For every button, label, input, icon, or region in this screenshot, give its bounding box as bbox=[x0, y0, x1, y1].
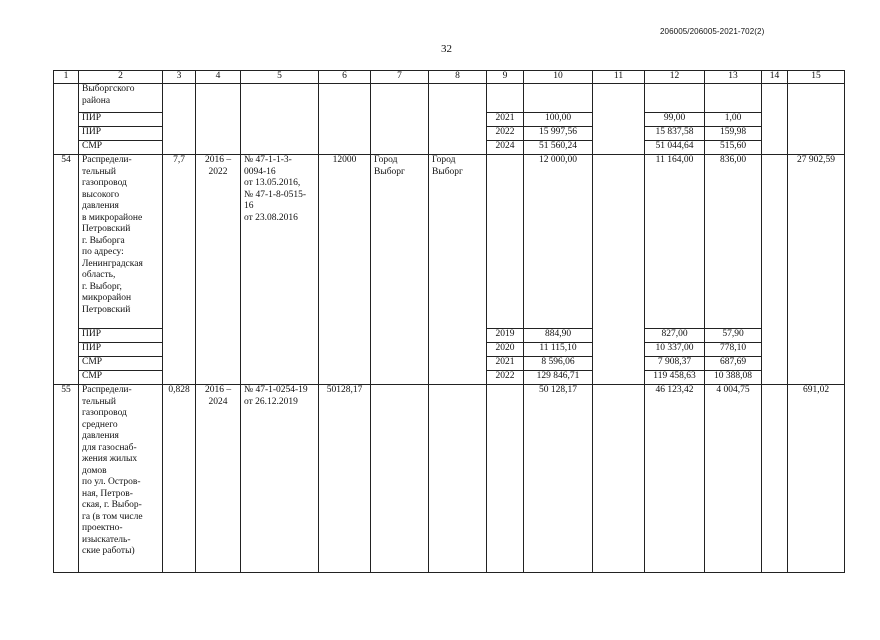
amount-col12: 15 837,58 bbox=[645, 127, 705, 141]
column-number: 15 bbox=[788, 71, 845, 84]
stage-label: ПИР bbox=[79, 343, 163, 357]
amount-col13: 159,98 bbox=[705, 127, 762, 141]
stage-label: ПИР bbox=[79, 329, 163, 343]
location: Город Выборг bbox=[429, 155, 487, 385]
stage-label: ПИР bbox=[79, 113, 163, 127]
column-number: 3 bbox=[163, 71, 196, 84]
stage-label: ПИР bbox=[79, 127, 163, 141]
stage-year: 2019 bbox=[487, 329, 524, 343]
amount-col12: 119 458,63 bbox=[645, 371, 705, 385]
object-name: Выборгского района bbox=[79, 84, 163, 113]
stage-label: СМР bbox=[79, 371, 163, 385]
column-number: 1 bbox=[54, 71, 79, 84]
stage-year: 2022 bbox=[487, 371, 524, 385]
amount-col13: 687,69 bbox=[705, 357, 762, 371]
amount-col13: 57,90 bbox=[705, 329, 762, 343]
table-row bbox=[54, 385, 845, 573]
amount-col12: 46 123,42 bbox=[645, 385, 705, 573]
column-number: 5 bbox=[241, 71, 319, 84]
amount-total: 51 560,24 bbox=[524, 141, 593, 155]
column-number: 9 bbox=[487, 71, 524, 84]
amount-col13: 4 004,75 bbox=[705, 385, 762, 573]
amount-col15: 27 902,59 bbox=[788, 155, 845, 385]
stage-label: СМР bbox=[79, 141, 163, 155]
amount-col12: 11 164,00 bbox=[645, 155, 705, 329]
amount-total: 129 846,71 bbox=[524, 371, 593, 385]
column-number: 8 bbox=[429, 71, 487, 84]
stage-year: 2022 bbox=[487, 127, 524, 141]
stage-label: СМР bbox=[79, 357, 163, 371]
period: 2016 – 2024 bbox=[196, 385, 241, 573]
amount-total: 100,00 bbox=[524, 113, 593, 127]
amount-total: 11 115,10 bbox=[524, 343, 593, 357]
column-number: 7 bbox=[371, 71, 429, 84]
column-number: 4 bbox=[196, 71, 241, 84]
column-number: 2 bbox=[79, 71, 163, 84]
column-number: 6 bbox=[319, 71, 371, 84]
amount-col13: 836,00 bbox=[705, 155, 762, 329]
capacity-value: 50128,17 bbox=[319, 385, 371, 573]
stage-year: 2020 bbox=[487, 343, 524, 357]
column-number: 11 bbox=[593, 71, 645, 84]
period: 2016 – 2022 bbox=[196, 155, 241, 385]
amount-col12: 7 908,37 bbox=[645, 357, 705, 371]
amount-col12: 10 337,00 bbox=[645, 343, 705, 357]
amount-total: 50 128,17 bbox=[524, 385, 593, 573]
amount-total: 884,90 bbox=[524, 329, 593, 343]
capacity-value: 12000 bbox=[319, 155, 371, 385]
column-number: 12 bbox=[645, 71, 705, 84]
table-row bbox=[54, 84, 845, 113]
investment-table bbox=[53, 70, 845, 573]
row-number: 54 bbox=[54, 155, 79, 385]
column-number: 14 bbox=[762, 71, 788, 84]
column-numbers-row bbox=[54, 71, 845, 84]
page-number: 32 bbox=[441, 43, 452, 55]
amount-col12: 99,00 bbox=[645, 113, 705, 127]
stage-year: 2024 bbox=[487, 141, 524, 155]
length-value: 0,828 bbox=[163, 385, 196, 573]
amount-total: 12 000,00 bbox=[524, 155, 593, 329]
expertise-reference: № 47-1-0254-19 от 26.12.2019 bbox=[241, 385, 319, 573]
amount-total: 15 997,56 bbox=[524, 127, 593, 141]
expertise-reference: № 47-1-1-3- 0094-16 от 13.05.2016, № 47-1-8-0515- 16 от 23.08.2016 bbox=[241, 155, 319, 385]
object-name: Распредели- тельный газопровод среднего давления для газоснаб- жения жилых домов по ул. Остров- ная, Петров- ская, г. Выбор- га (в том числе проектно- изыскатель- ские работы) bbox=[79, 385, 163, 573]
row-number: 55 bbox=[54, 385, 79, 573]
amount-col13: 10 388,08 bbox=[705, 371, 762, 385]
stage-year: 2021 bbox=[487, 357, 524, 371]
document-number: 206005/206005-2021-702(2) bbox=[660, 27, 765, 36]
amount-col13: 778,10 bbox=[705, 343, 762, 357]
stage-year: 2021 bbox=[487, 113, 524, 127]
amount-col12: 51 044,64 bbox=[645, 141, 705, 155]
amount-col13: 515,60 bbox=[705, 141, 762, 155]
amount-col13: 1,00 bbox=[705, 113, 762, 127]
length-value: 7,7 bbox=[163, 155, 196, 385]
column-number: 10 bbox=[524, 71, 593, 84]
amount-col12: 827,00 bbox=[645, 329, 705, 343]
table-row bbox=[54, 155, 845, 329]
object-name: Распредели- тельный газопровод высокого давления в микрорайоне Петровский г. Выборга по адресу: Ленинградская область, г. Выборг, микрорайон Петровский bbox=[79, 155, 163, 329]
amount-col15: 691,02 bbox=[788, 385, 845, 573]
amount-total: 8 596,06 bbox=[524, 357, 593, 371]
location: Город Выборг bbox=[371, 155, 429, 385]
column-number: 13 bbox=[705, 71, 762, 84]
